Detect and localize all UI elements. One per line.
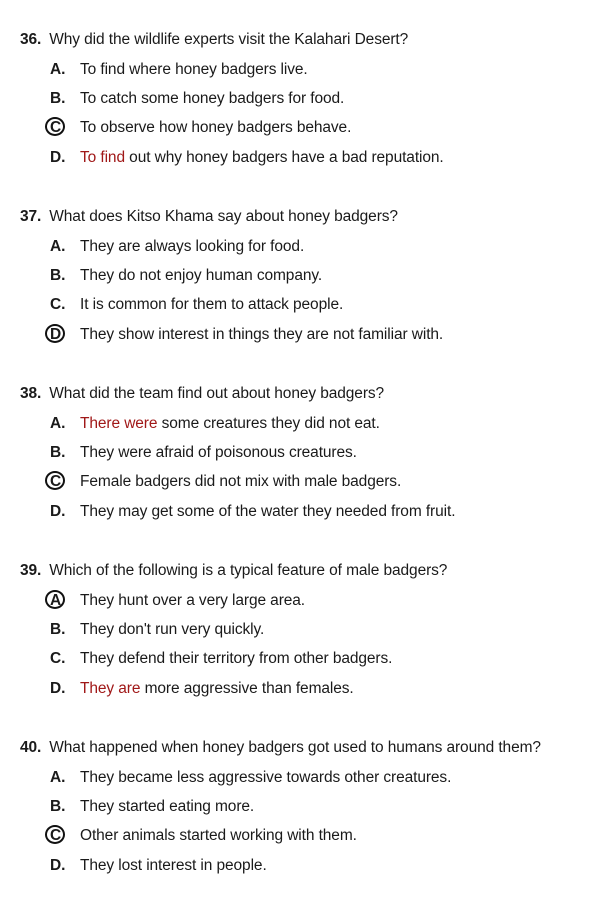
option-b — [50, 797, 254, 817]
option-letter: A. — [50, 415, 66, 432]
option-text: They started eating more. — [80, 798, 255, 815]
option-letter-circled: C — [50, 826, 80, 846]
option-c — [50, 295, 343, 315]
option-letter-circled: D — [50, 325, 80, 345]
question-stem — [20, 738, 541, 758]
option-b — [50, 89, 344, 109]
option-text: They don't run very quickly. — [80, 621, 265, 638]
option-a — [50, 237, 304, 257]
option-c — [50, 472, 401, 492]
option-letter: A. — [50, 769, 66, 786]
question-stem — [20, 384, 384, 404]
option-text: To find where honey badgers live. — [80, 61, 308, 78]
option-letter: A. — [50, 61, 66, 78]
option-c — [50, 649, 392, 669]
option-text-highlighted: To find — [80, 149, 125, 166]
option-a — [50, 768, 451, 788]
option-text: Female badgers did not mix with male badgers. — [80, 473, 402, 490]
option-letter: B. — [50, 444, 66, 461]
option-letter: A. — [50, 238, 66, 255]
option-letter: D. — [50, 149, 66, 166]
option-b — [50, 266, 322, 286]
question-text: What does Kitso Khama say about honey badgers? — [49, 208, 398, 225]
option-d — [50, 679, 354, 699]
option-letter: B. — [50, 267, 66, 284]
option-d — [50, 502, 455, 522]
option-b — [50, 620, 264, 640]
option-text: To observe how honey badgers behave. — [80, 119, 352, 136]
option-letter-circled: C — [50, 472, 80, 492]
question-number: 38. — [20, 385, 42, 402]
option-text: To catch some honey badgers for food. — [80, 90, 345, 107]
question-number: 36. — [20, 31, 42, 48]
option-letter: D. — [50, 857, 66, 874]
option-letter: C. — [50, 296, 66, 313]
option-letter: D. — [50, 680, 66, 697]
option-text: some creatures they did not eat. — [157, 415, 380, 432]
question-text: Which of the following is a typical feature of male badgers? — [49, 562, 448, 579]
option-text: They do not enjoy human company. — [80, 267, 323, 284]
question-number: 40. — [20, 739, 42, 756]
option-letter: B. — [50, 798, 66, 815]
option-letter: B. — [50, 90, 66, 107]
option-d — [50, 856, 267, 876]
option-c — [50, 826, 357, 846]
option-text: They show interest in things they are not familiar with. — [80, 326, 444, 343]
option-text-highlighted: They are — [80, 680, 141, 697]
option-text: They lost interest in people. — [80, 857, 267, 874]
option-text: more aggressive than females. — [140, 680, 354, 697]
option-text: They hunt over a very large area. — [80, 592, 306, 609]
option-b — [50, 443, 357, 463]
option-a — [50, 591, 305, 611]
option-letter: B. — [50, 621, 66, 638]
option-letter: D. — [50, 503, 66, 520]
option-a — [50, 60, 308, 80]
option-letter: C. — [50, 650, 66, 667]
option-text: They defend their territory from other badgers. — [80, 650, 393, 667]
question-number: 37. — [20, 208, 42, 225]
option-text: They are always looking for food. — [80, 238, 305, 255]
question-stem — [20, 30, 408, 50]
question-stem — [20, 561, 447, 581]
option-d — [50, 148, 444, 168]
option-d — [50, 325, 443, 345]
option-text: They were afraid of poisonous creatures. — [80, 444, 357, 461]
option-text: It is common for them to attack people. — [80, 296, 344, 313]
option-letter-circled: A — [50, 591, 80, 611]
question-number: 39. — [20, 562, 42, 579]
question-text: What did the team find out about honey badgers? — [49, 385, 385, 402]
question-stem — [20, 207, 398, 227]
option-text-highlighted: There were — [80, 415, 158, 432]
option-c — [50, 118, 351, 138]
option-text: They became less aggressive towards other creatures. — [80, 769, 452, 786]
option-letter-circled: C — [50, 118, 80, 138]
option-text: They may get some of the water they needed from fruit. — [80, 503, 456, 520]
question-text: Why did the wildlife experts visit the Kalahari Desert? — [49, 31, 409, 48]
option-text: Other animals started working with them. — [80, 827, 357, 844]
option-a — [50, 414, 380, 434]
question-text: What happened when honey badgers got used to humans around them? — [49, 739, 541, 756]
option-text: out why honey badgers have a bad reputation. — [124, 149, 444, 166]
